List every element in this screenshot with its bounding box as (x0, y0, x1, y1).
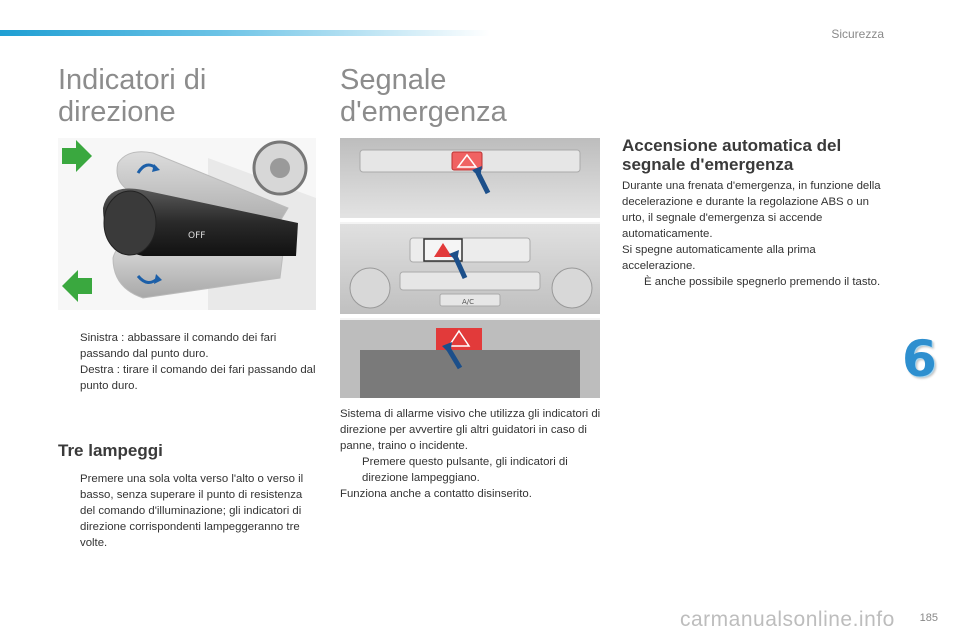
ac-label: A/C (462, 298, 475, 306)
watermark: carmanualsonline.info (680, 608, 895, 631)
right-para1: Durante una frenata d'emergenza, in funzione della decelerazione e durante la regolazione ABS o un urto, il segnale d'emergenza si accende automaticamente. (622, 180, 881, 240)
bullet-icon (340, 454, 362, 486)
turn-signal-stalk-svg (58, 138, 316, 310)
bullet-icon (58, 330, 80, 362)
right-text: Durante una frenata d'emergenza, in funzione della decelerazione e durante la regolazione ABS o un urto, il segnale d'emergenza si accende automaticamente. Si spegne automaticamente alla prima accelerazione. È anche possibile spegnerlo premendo il tasto. (622, 178, 884, 290)
section-name: Sicurezza (831, 27, 884, 41)
chapter-number: 6 (902, 330, 937, 388)
right-subtitle: Accensione automatica del segnale d'emergenza (622, 136, 842, 174)
bullet-icon (58, 471, 80, 551)
middle-title: Segnale d'emergenza (340, 64, 507, 128)
left-subtitle: Tre lampeggi (58, 441, 163, 460)
page-number: 185 (919, 612, 938, 624)
hazard-switch-illustration (340, 138, 600, 398)
bullet-icon (58, 362, 80, 394)
right-para2: Si spegne automaticamente alla prima accelerazione. (622, 244, 816, 272)
left-title: Indicatori di direzione (58, 64, 207, 128)
turn-signal-stalk-illustration (58, 138, 316, 310)
middle-text: Sistema di allarme visivo che utilizza gli indicatori di direzione per avvertire gli altri guidatori in caso di panne, traino o incidente. Premere questo pulsante, gli indicatori di direzione lampeggiano. Funziona anche a contatto disinserito. (340, 408, 601, 500)
left-bullets: Sinistra : abbassare il comando dei fari passando dal punto duro. Destra : tirare il comando dei fari passando dal punto duro. (58, 330, 320, 394)
middle-outro: Funziona anche a contatto disinserito. (340, 488, 532, 500)
svg-text:OFF: OFF (188, 231, 206, 241)
header-accent-bar (0, 30, 490, 36)
middle-intro: Sistema di allarme visivo che utilizza gli indicatori di direzione per avvertire gli altri guidatori in caso di panne, traino o incidente. (340, 408, 601, 452)
left-bullets2: Premere una sola volta verso l'alto o verso il basso, senza superare il punto di resistenza del comando d'illuminazione; gli indicatori di direzione corrispondenti lampeggeranno tre volte. (58, 471, 320, 551)
hazard-switch-svg (340, 138, 600, 398)
bullet-icon (622, 274, 644, 290)
